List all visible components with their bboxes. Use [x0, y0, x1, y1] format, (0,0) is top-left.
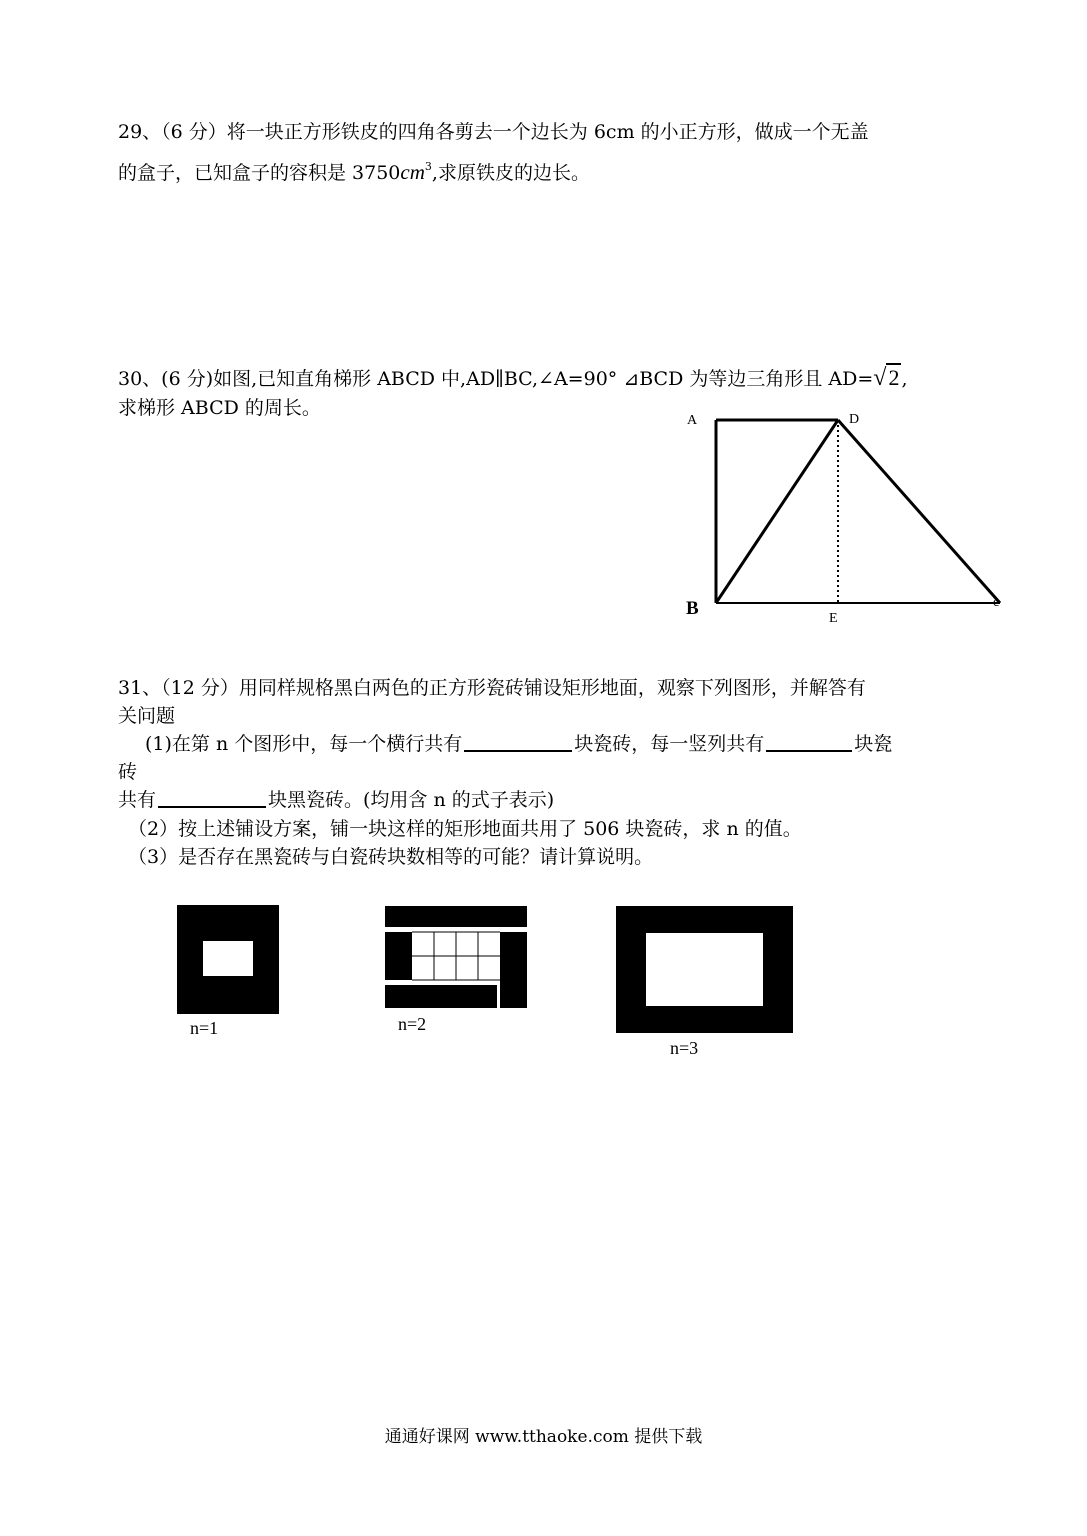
figure-label-n1: n=1	[190, 1018, 219, 1038]
label-b: B	[686, 598, 699, 619]
q31-line-1: 31、（12 分）用同样规格黑白两色的正方形瓷砖铺设矩形地面，观察下列图形，并解答有	[118, 677, 866, 699]
q31-part-1-text-a: (1)在第 n 个图形中，每一个横行共有	[145, 733, 463, 755]
label-c: c	[993, 595, 1000, 610]
figure-label-n2: n=2	[398, 1014, 427, 1034]
answer-blank-black-tiles[interactable]	[158, 786, 266, 808]
q31-line-2: 关问题	[118, 705, 176, 727]
q30-line-1-end: ,	[901, 368, 908, 390]
label-e: E	[829, 611, 838, 626]
q31-part-1-wrap: 砖	[118, 761, 138, 783]
tile-figure-n3	[616, 906, 793, 1033]
segment-bd	[716, 420, 838, 603]
q29-line-2	[118, 153, 590, 187]
q29-unit-exponent: 3	[424, 160, 432, 173]
segment-dc	[838, 420, 1000, 603]
sqrt-symbol: √	[873, 365, 887, 391]
tile-figure-n3-white-center	[646, 933, 763, 1006]
label-d: D	[849, 412, 860, 427]
tile-figure-n2	[385, 906, 529, 1010]
q30-line-2: 求梯形 ABCD 的周长。	[118, 397, 321, 419]
q31-part-3: （3）是否存在黑瓷砖与白瓷砖块数相等的可能？请计算说明。	[128, 846, 654, 868]
tile-figure-n1-white-center	[203, 941, 253, 976]
q29-unit: cm	[400, 160, 425, 184]
q31-part-1-line-3	[118, 786, 554, 814]
q31-part-1-text-b: 块瓷砖，每一竖列共有	[574, 733, 765, 755]
q30-line-1	[118, 364, 908, 393]
q29-line-1: 29、（6 分）将一块正方形铁皮的四角各剪去一个边长为 6cm 的小正方形，做成一个无盖	[118, 121, 869, 143]
q31-part-2: （2）按上述铺设方案，铺一块这样的矩形地面共用了 506 块瓷砖，求 n 的值。	[128, 818, 802, 840]
q29-line-2-text: 的盒子，已知盒子的容积是 3750	[118, 162, 401, 184]
label-a: A	[687, 413, 698, 428]
q29-line-2-end: ,求原铁皮的边长。	[431, 162, 590, 184]
answer-blank-row[interactable]	[464, 730, 572, 752]
page-footer: 通通好课网 www.tthaoke.com 提供下载	[384, 1427, 703, 1447]
trapezoid-figure	[660, 405, 1040, 635]
q30-line-1-text: 30、(6 分)如图,已知直角梯形 ABCD 中,AD∥BC,∠A=90° ⊿BCD 为等边三角形且 AD=	[118, 368, 874, 390]
tile-figure-n1	[177, 905, 279, 1014]
figure-label-n3: n=3	[670, 1038, 699, 1058]
q31-part-1-text-e: 共有	[118, 789, 157, 811]
answer-blank-column[interactable]	[766, 730, 852, 752]
sqrt-radicand: 2	[888, 365, 900, 390]
q31-part-1	[145, 730, 892, 758]
q31-part-1-text-f: 块黑瓷砖。(均用含 n 的式子表示)	[268, 789, 555, 811]
q31-part-1-text-c: 块瓷	[854, 733, 893, 755]
